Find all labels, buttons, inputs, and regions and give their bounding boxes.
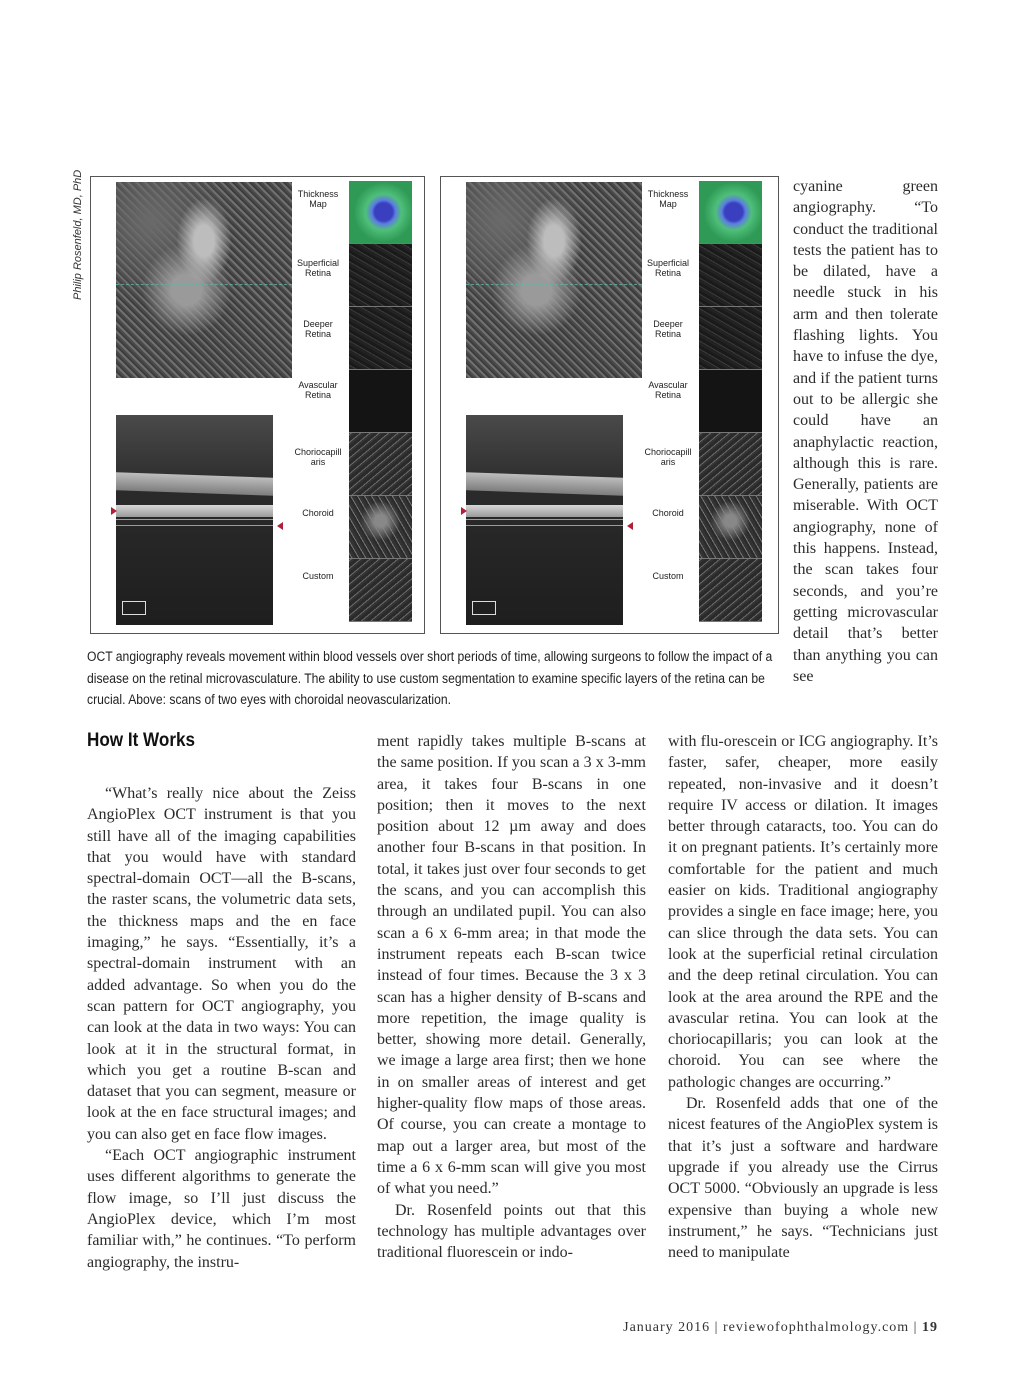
layer-label: Choroid — [652, 508, 684, 518]
segmentation-marker-icon — [277, 522, 283, 530]
layer-labels-right — [637, 177, 699, 633]
segmentation-marker-icon — [461, 507, 467, 515]
thickness-map-image — [349, 181, 412, 244]
section-heading: How It Works — [87, 730, 195, 751]
layer-label: Deeper Retina — [303, 319, 333, 339]
choroid-image — [699, 496, 762, 559]
page-number: 19 — [922, 1320, 938, 1335]
layer-thumbnails-right — [699, 181, 762, 622]
layer-label: Thickness Map — [647, 189, 689, 209]
superficial-retina-image — [699, 244, 762, 307]
choriocapillaris-image — [699, 433, 762, 496]
article-column-3-top — [793, 176, 938, 687]
bscan-image-right — [466, 415, 623, 625]
paragraph: “Each OCT angiographic instrument uses different algorithms to generate the flow image, so I’ll just discuss the AngioPlex device, which I’m most familiar with,” he continues. “To perform angiography, the instru- — [87, 1147, 356, 1271]
article-column-1 — [87, 729, 356, 1273]
angiography-image-left — [116, 182, 292, 378]
segmentation-marker-icon — [627, 522, 633, 530]
layer-label: Avascular Retina — [648, 380, 688, 400]
angiography-image-right — [466, 182, 642, 378]
layer-label: Choriocapill aris — [294, 447, 342, 467]
segmentation-marker-icon — [111, 507, 117, 515]
custom-image — [349, 559, 412, 622]
superficial-retina-image — [349, 244, 412, 307]
paragraph: “What’s really nice about the Zeiss AngioPlex OCT instrument is that you still have all of the imaging capabilities that you would have with standard spectral-domain OCT—all the B-scans, the raster scans, the volumetric data sets, the thickness maps and the en face imaging,” he says. “Essentially, it’s a spectral-domain instrument with an added advantage. So when you do the scan pattern for OCT angiography, you can look at the data in two ways: You can look at it in the structural format, in which you get a routine B-scan and dataset that you can segment, measure or look at the en face structural images; and you can also get en face flow images. — [87, 785, 356, 1143]
avascular-retina-image — [699, 370, 762, 433]
article-column-3 — [668, 731, 938, 1263]
bscan-image-left — [116, 415, 273, 625]
paragraph: cyanine green angiography. “To conduct the traditional tests the patient has to be dilated, have a needle stuck in his arm and then tolerate flashing lights. You have to infuse the dye, and if the patient turns out to be allergic she could have an anaphylactic reaction, although this is rare. Generally, patients are miserable. With OCT angiography, none of this happens. Instead, the scan takes four seconds, and you’re getting microvascular detail that’s better than anything you can see — [793, 178, 938, 685]
deeper-retina-image — [699, 307, 762, 370]
custom-image — [699, 559, 762, 622]
layer-label: Choriocapill aris — [644, 447, 692, 467]
layer-label: Choroid — [302, 508, 334, 518]
choriocapillaris-image — [349, 433, 412, 496]
layer-labels-left — [287, 177, 349, 633]
layer-label: Custom — [652, 571, 684, 581]
layer-thumbnails-left — [349, 181, 412, 622]
figure-panel-left — [90, 176, 425, 634]
paragraph: ment rapidly takes multiple B-scans at the same position. If you scan a 3 x 3-mm area, it takes four B-scans in one position; then it moves to the next position about 12 µm away and does another four B-scans in that position. In total, it takes just over four seconds to get the scans, and you can accomplish this through an undilated pupil. You can also scan a 6 x 6-mm area; in that mode the instrument repeats each B-scan twice instead of four times. Because the 3 x 3 scan has a higher density of B-scans and more repetition, the image quality is better, showing more detail. Generally, we image a large area first; then we hone in on smaller areas of interest and get higher-quality flow maps of those areas. Of course, you can create a montage to map out a larger area, but most of the time a 6 x 6-mm scan will give you most of what you need.” — [377, 733, 646, 1198]
layer-label: Thickness Map — [297, 189, 339, 209]
layer-label: Superficial Retina — [296, 258, 340, 278]
figure-panel-right — [440, 176, 779, 634]
paragraph: Dr. Rosenfeld points out that this technology has multiple advantages over traditional fluorescein or indo- — [377, 1201, 646, 1262]
layer-label: Deeper Retina — [653, 319, 683, 339]
article-column-2 — [377, 731, 646, 1263]
layer-label: Superficial Retina — [646, 258, 690, 278]
footer-date-site: January 2016 | reviewofophthalmology.com | — [623, 1320, 918, 1335]
photo-credit-text: Philip Rosenfeld, MD, PhD — [72, 169, 84, 300]
choroid-image — [349, 496, 412, 559]
layer-label: Custom — [302, 571, 334, 581]
layer-label: Avascular Retina — [298, 380, 338, 400]
thickness-map-image — [699, 181, 762, 244]
page-footer — [623, 1320, 938, 1336]
paragraph: with flu-orescein or ICG angiography. It’s faster, safer, cheaper, more easily repeated, non-invasive and it doesn’t require IV access or dilation. It images better through cataracts, too. You can do it on pregnant patients. It’s certainly more comfortable for the patient and much easier on kids. Traditional angiography provides a single en face image; here, you can slice through the data sets. You can look at the superficial retinal circulation and the deep retinal circulation. You can look at the area around the RPE and the avascular retina. You can look at the choriocapillaris; you can look at the choroid. You can see where the pathologic changes are occurring.” — [668, 733, 938, 1091]
deeper-retina-image — [349, 307, 412, 370]
paragraph: Dr. Rosenfeld adds that one of the nicest features of the AngioPlex system is that it’s just a software and hardware upgrade if you already use the Cirrus OCT 5000. “Obviously an upgrade is less expensive than buying a whole new instrument,” he says. “Technicians just need to manipulate — [668, 1095, 938, 1262]
figure-caption: OCT angiography reveals movement within blood vessels over short periods of time, allowing surgeons to follow the impact of a disease on the retinal microvasculature. The ability to use custom segmentation to examine specific layers of the retina can be crucial. Above: scans of two eyes with choroidal neovascularization. — [87, 649, 773, 707]
avascular-retina-image — [349, 370, 412, 433]
